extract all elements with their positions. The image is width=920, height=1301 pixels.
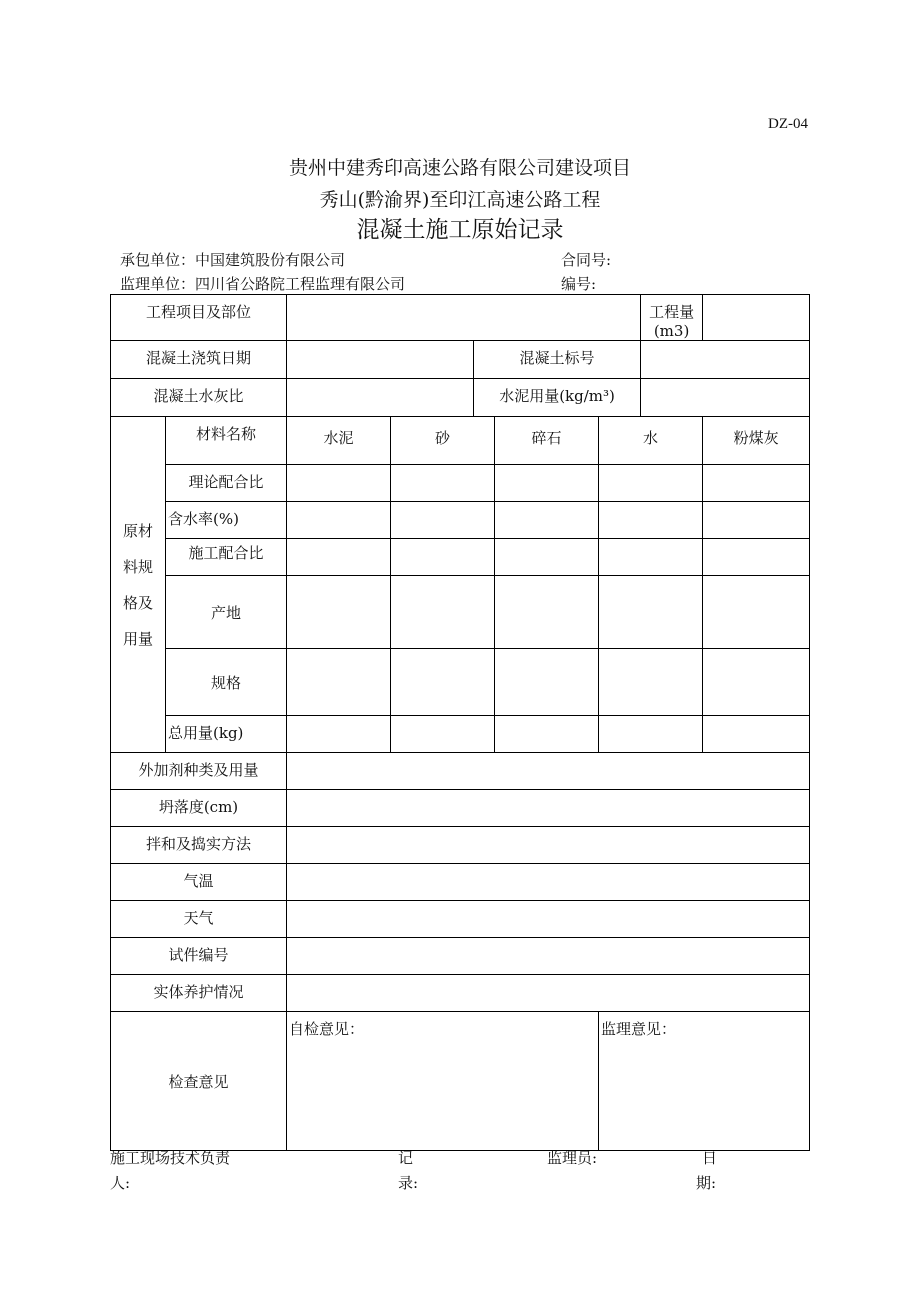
slump-label: 坍落度(cm) — [111, 790, 287, 827]
slump-field[interactable] — [287, 790, 810, 827]
spec-sand[interactable] — [391, 649, 495, 716]
self-check-field[interactable] — [287, 1012, 599, 1151]
title-company: 贵州中建秀印高速公路有限公司建设项目 — [288, 157, 631, 179]
material-gravel: 碎石 — [495, 417, 599, 465]
inspection-label: 检查意见 — [111, 1012, 287, 1151]
title-form: 混凝土施工原始记录 — [356, 217, 564, 243]
mixing-label: 拌和及捣实方法 — [111, 827, 287, 864]
construct-mix-sand[interactable] — [391, 539, 495, 576]
moisture-cement[interactable] — [287, 502, 391, 539]
pour-date-field[interactable] — [287, 341, 474, 379]
quantity-field[interactable] — [703, 295, 810, 341]
total-label: 总用量(kg) — [166, 716, 287, 753]
cement-usage-label: 水泥用量(kg/m³) — [474, 379, 641, 417]
total-cement[interactable] — [287, 716, 391, 753]
site-tech-label-line2: 人: — [110, 1174, 131, 1192]
moisture-gravel[interactable] — [495, 502, 599, 539]
project-part-field[interactable] — [287, 295, 641, 341]
project-part-label: 工程项目及部位 — [111, 295, 287, 341]
title-project: 秀山(黔渝界)至印江高速公路工程 — [319, 189, 601, 211]
side-label-line: 原材 — [122, 521, 153, 540]
mixing-field[interactable] — [287, 827, 810, 864]
origin-cement[interactable] — [287, 576, 391, 649]
material-water: 水 — [599, 417, 703, 465]
total-gravel[interactable] — [495, 716, 599, 753]
moisture-label: 含水率(%) — [166, 502, 287, 539]
moisture-flyash[interactable] — [703, 502, 810, 539]
curing-field[interactable] — [287, 975, 810, 1012]
total-sand[interactable] — [391, 716, 495, 753]
spec-flyash[interactable] — [703, 649, 810, 716]
origin-label: 产地 — [166, 576, 287, 649]
total-water[interactable] — [599, 716, 703, 753]
theory-mix-flyash[interactable] — [703, 465, 810, 502]
spec-water[interactable] — [599, 649, 703, 716]
spec-label: 规格 — [166, 649, 287, 716]
material-flyash: 粉煤灰 — [703, 417, 810, 465]
material-name-header: 材料名称 — [166, 417, 287, 465]
construct-mix-water[interactable] — [599, 539, 703, 576]
contract-no-label: 合同号: — [561, 251, 612, 269]
construct-mix-flyash[interactable] — [703, 539, 810, 576]
side-label-line: 格及 — [122, 593, 153, 612]
side-label-line: 料规 — [122, 557, 153, 576]
self-check-label: 自检意见： — [289, 1020, 365, 1038]
wc-ratio-field[interactable] — [287, 379, 474, 417]
theory-mix-water[interactable] — [599, 465, 703, 502]
total-flyash[interactable] — [703, 716, 810, 753]
wc-ratio-label: 混凝土水灰比 — [111, 379, 287, 417]
material-cement: 水泥 — [287, 417, 391, 465]
origin-water[interactable] — [599, 576, 703, 649]
spec-gravel[interactable] — [495, 649, 599, 716]
grade-label: 混凝土标号 — [474, 341, 641, 379]
construct-mix-label: 施工配合比 — [166, 539, 287, 576]
origin-sand[interactable] — [391, 576, 495, 649]
theory-mix-sand[interactable] — [391, 465, 495, 502]
material-sand: 砂 — [391, 417, 495, 465]
curing-label: 实体养护情况 — [111, 975, 287, 1012]
site-tech-label-line1: 施工现场技术负责 — [110, 1149, 231, 1167]
supervisor-opinion-label: 监理意见： — [601, 1020, 677, 1038]
recorder-label-line2: 录: — [398, 1174, 419, 1192]
recorder-label-line1: 记 — [398, 1149, 414, 1167]
supervisor-staff-label: 监理员: — [547, 1149, 598, 1167]
construct-mix-gravel[interactable] — [495, 539, 599, 576]
pour-date-label: 混凝土浇筑日期 — [111, 341, 287, 379]
specimen-no-label: 试件编号 — [111, 938, 287, 975]
specimen-no-field[interactable] — [287, 938, 810, 975]
theory-mix-cement[interactable] — [287, 465, 391, 502]
record-table — [110, 294, 810, 1151]
admixture-label: 外加剂种类及用量 — [111, 753, 287, 790]
raw-material-side-label — [111, 417, 166, 753]
date-label-line1: 日 — [702, 1149, 718, 1167]
supervisor-label: 监理单位：四川省公路院工程监理有限公司 — [120, 275, 406, 293]
side-label-line: 用量 — [122, 629, 153, 648]
origin-gravel[interactable] — [495, 576, 599, 649]
quantity-label: 工程量(m3) — [641, 295, 703, 341]
theory-mix-label: 理论配合比 — [166, 465, 287, 502]
contractor-label: 承包单位：中国建筑股份有限公司 — [120, 251, 346, 269]
weather-label: 天气 — [111, 901, 287, 938]
moisture-sand[interactable] — [391, 502, 495, 539]
supervisor-opinion-field[interactable] — [599, 1012, 810, 1151]
grade-field[interactable] — [641, 341, 810, 379]
temperature-field[interactable] — [287, 864, 810, 901]
date-label-line2: 期: — [696, 1174, 717, 1192]
theory-mix-gravel[interactable] — [495, 465, 599, 502]
admixture-field[interactable] — [287, 753, 810, 790]
weather-field[interactable] — [287, 901, 810, 938]
construct-mix-cement[interactable] — [287, 539, 391, 576]
temperature-label: 气温 — [111, 864, 287, 901]
cement-usage-field[interactable] — [641, 379, 810, 417]
spec-cement[interactable] — [287, 649, 391, 716]
origin-flyash[interactable] — [703, 576, 810, 649]
moisture-water[interactable] — [599, 502, 703, 539]
serial-no-label: 编号: — [561, 275, 597, 293]
document-code: DZ-04 — [768, 116, 808, 132]
